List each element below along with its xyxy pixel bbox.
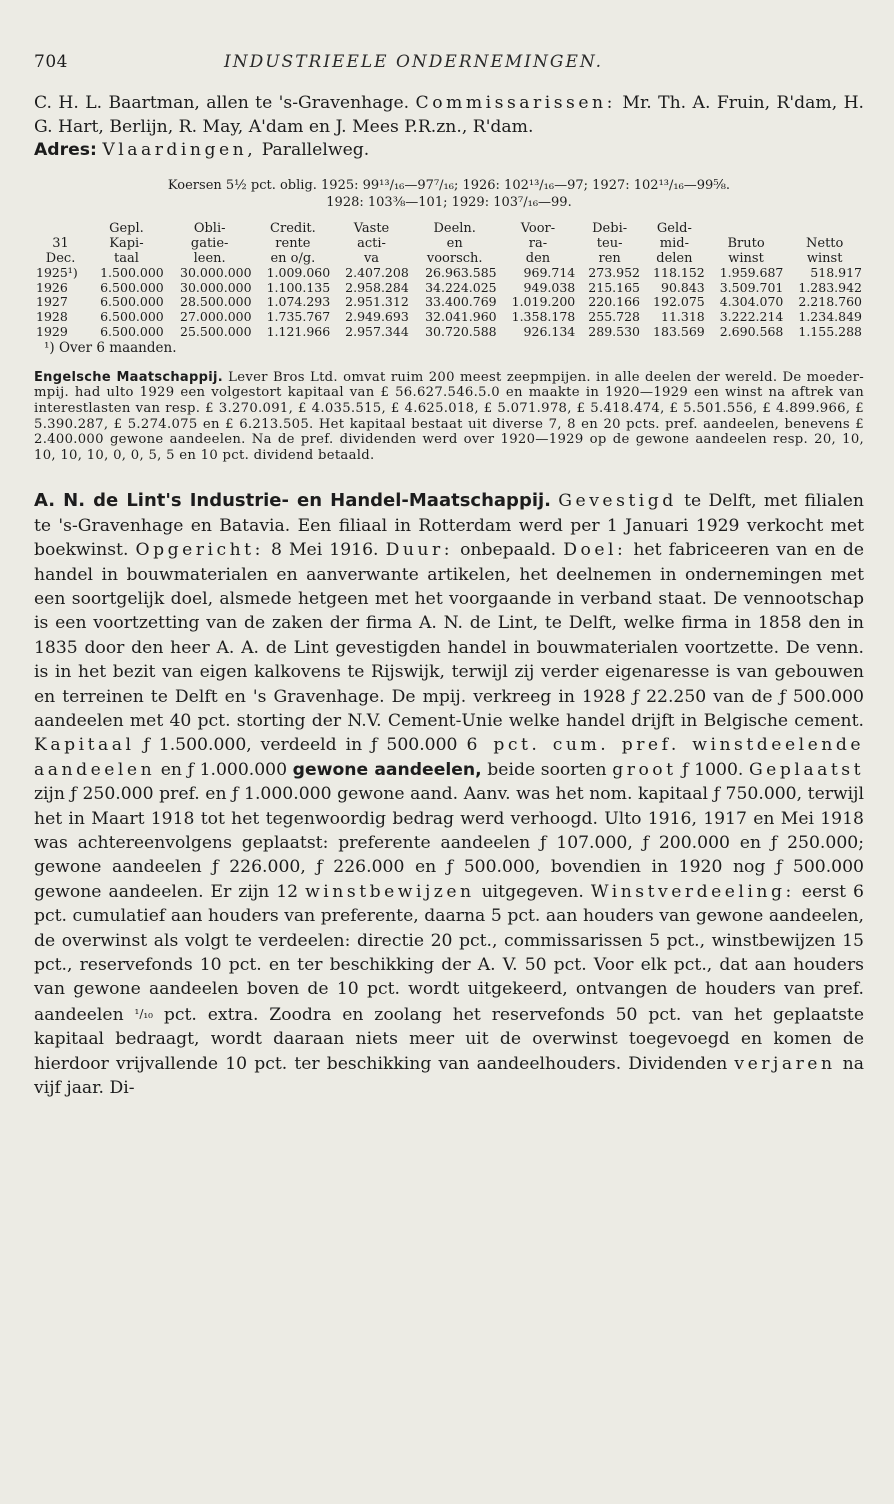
table-header-row xyxy=(34,221,864,236)
groot-label: groot xyxy=(612,759,677,780)
table-header-cell: den xyxy=(525,250,551,266)
table-cell: 949.038 xyxy=(523,279,576,295)
table-cell: 32.041.960 xyxy=(425,309,497,325)
table-cell: 1.019.200 xyxy=(511,294,576,310)
table-header-cell: Credit. xyxy=(270,220,316,236)
table-cell: 1.121.966 xyxy=(266,323,331,339)
table-cell: 1.959.687 xyxy=(719,264,784,280)
winstbewijzen-label: winstbewijzen xyxy=(305,881,475,902)
table-header-cell: Netto xyxy=(806,235,844,251)
table-cell: 220.166 xyxy=(588,294,640,310)
table-cell: 118.152 xyxy=(653,264,705,280)
table-header-cell: Voor- xyxy=(520,220,556,236)
table-header-cell: leen. xyxy=(193,250,226,266)
table-header-cell: acti- xyxy=(357,235,386,251)
lint-text-9: zijn ƒ 250.000 pref. en ƒ 1.000.000 gewone aand. Aanv. was het nom. kapitaal ƒ 750.000, terwijl het in Maart 1918 tot het tegenwoordig bedrag werd verhoogd. Ulto 1916, 1917 en Mei 1918 was achtereenvolgens geplaatst: preferente aandeelen ƒ 107.000, ƒ 200.000 en ƒ 250.000; gewone aandeelen ƒ 226.000, ƒ 226.000 en ƒ 500.000, bovendien in 1920 nog ƒ 500.000 gewone aandeelen. Er zijn 12 xyxy=(34,784,864,902)
adres-city: Vlaardingen, xyxy=(102,140,257,161)
table-cell: 2.407.208 xyxy=(345,264,409,280)
lint-text-3: onbepaald. xyxy=(460,540,557,561)
lint-text-12: pct. extra. Zoodra en zoolang het reservefonds 50 pct. van het geplaatste kapitaal bedraagt, wordt daaraan niets meer uit de overwinst toegevoegd en komen de hierdoor vrijvallende 10 pct. ter beschikking van aandeelhouders. Dividenden xyxy=(34,1004,865,1074)
table-cell: 518.917 xyxy=(810,264,862,280)
table-header-cell xyxy=(707,221,786,236)
table-cell: 1.100.135 xyxy=(266,279,331,295)
table-row xyxy=(34,281,864,296)
intro-text-2: Mr. Th. A. Fruin, R'dam, H. G. Hart, Berlijn, R. May, A'dam en J. Mees P.R.zn., R'dam. xyxy=(34,93,865,137)
adres-street: Parallelweg. xyxy=(261,140,370,161)
table-header-cell xyxy=(34,221,87,236)
table-cell: 2.949.693 xyxy=(345,309,409,325)
table-cell: 3.509.701 xyxy=(719,279,784,295)
table-cell: 273.952 xyxy=(588,264,640,280)
geplaatst-label: Geplaatst xyxy=(748,759,864,780)
kapitaal-label: Kapitaal xyxy=(34,735,135,756)
table-row xyxy=(34,295,864,310)
table-cell: 1.735.767 xyxy=(266,309,331,325)
table-cell: 926.134 xyxy=(523,323,576,339)
gewone-aandeelen-label: gewone aandeelen, xyxy=(292,759,482,780)
lint-text-10: uitgegeven. xyxy=(481,881,584,902)
table-header-cell: voorsch. xyxy=(426,250,483,266)
winstverdeeling-label: Winstverdeeling: xyxy=(590,881,795,902)
table-cell: 30.720.588 xyxy=(425,323,497,339)
table-header-cell: Deeln. xyxy=(433,220,476,236)
table-header-cell: va xyxy=(363,250,380,266)
intro-text-1: C. H. L. Baartman, allen te 's-Gravenhage. xyxy=(34,93,410,113)
table-cell: 11.318 xyxy=(661,309,705,325)
table-year-cell: 1926 xyxy=(36,279,68,295)
table-header-cell: ren xyxy=(598,250,621,266)
table-body xyxy=(34,266,864,340)
table-cell: 192.075 xyxy=(653,294,705,310)
table-cell: 30.000.000 xyxy=(180,264,252,280)
table-header-cell: taal xyxy=(113,250,139,266)
table-cell: 90.843 xyxy=(661,279,705,295)
table-header-cell: 31 xyxy=(52,235,69,251)
table-cell: 1.358.178 xyxy=(511,309,576,325)
table-header-cell: en xyxy=(446,235,463,251)
table-cell: 2.690.568 xyxy=(719,323,784,339)
table-cell: 2.951.312 xyxy=(345,294,409,310)
table-header-cell: Dec. xyxy=(45,250,76,266)
table-cell: 33.400.769 xyxy=(425,294,497,310)
lint-text-4: het fabriceeren van en de handel in bouwmaterialen en aanverwante artikelen, het deelnemen in ondernemingen met een soortgelijk doel, alsmede hetgeen met het voorgaande in verband staat. De vennootschap is een voortzetting van de zaken der firma A. N. de Lint, te Delft, welke firma in 1858 den in 1835 door den heer A. A. de Lint gevestigden handel in bouwmaterialen voortzette. De venn. is in het bezit van eigen kalkovens te Rijswijk, terwijl zij verder eigenaresse is van gebouwen en terreinen te Delft en 's Gravenhage. De mpij. verkreeg in 1928 ƒ 22.250 van de ƒ 500.000 aandeelen met 40 pct. storting der N.V. Cement-Unie welke handel drijft in Belgische cement. xyxy=(34,540,865,731)
table-cell: 6.500.000 xyxy=(100,294,164,310)
lint-text-1: te Delft, met filialen te 's-Gravenhage en Batavia. Een filiaal in Rotterdam werd per 1 Januari 1929 verkocht met boekwinst. xyxy=(34,491,865,561)
table-cell: 30.000.000 xyxy=(180,279,252,295)
table-header xyxy=(34,221,864,266)
commissarissen-label: Commissarissen: xyxy=(415,93,616,113)
table-header-cell: rente xyxy=(275,235,311,251)
engelsche-text: Lever Bros Ltd. omvat ruim 200 meest zeepmpijen. in alle deelen der wereld. De moeder-mpij. had ulto 1929 een volgestort kapitaal van £ 56.627.546.5.0 en maakte in 1920—1929 een winst na aftrek van interestlasten van resp. £ 3.270.091, £ 4.035.515, £ 4.625.018, £ 5.071.978, £ 5.418.474, £ 5.501.556, £ 4.899.966, £ 5.390.287, £ 5.274.075 en £ 6.213.505. Het kapitaal bestaat uit diverse 7, 8 en 20 pcts. pref. aandeelen, benevens £ 2.400.000 gewone aandeelen. Na de pref. dividenden werd over 1920—1929 op de gewone aandeelen resp. 20, 10, 10, 10, 10, 0, 0, 5, 5 en 10 pct. dividend betaald. xyxy=(34,369,864,463)
engelsche-label: Engelsche Maatschappij. xyxy=(34,369,223,385)
table-cell: 2.958.284 xyxy=(345,279,409,295)
lint-text-11: eerst 6 pct. cumulatief aan houders van preferente, daarna 5 pct. aan houders van gewone aandeelen, de overwinst als volgt te verdeelen: directie 20 pct., commissarissen 5 pct., winstbewijzen 15 pct., reservefonds 10 pct. en ter beschikking der A. V. 50 pct. Voor elk pct., dat aan houders van gewone aandeelen boven de 10 pct. wordt uitgekeerd, ontvangen de houders van pref. aandeelen xyxy=(34,881,864,1025)
table-header-cell: Gepl. xyxy=(109,220,144,236)
fraction-one-tenth: ¹/₁₀ xyxy=(134,1006,153,1021)
table-cell: 1.155.288 xyxy=(798,323,862,339)
table-header-cell: ra- xyxy=(528,235,548,251)
koersen-block xyxy=(34,177,864,211)
table-cell: 6.500.000 xyxy=(100,309,164,325)
table-header-cell: mid- xyxy=(659,235,689,251)
table-header-cell: delen xyxy=(656,250,693,266)
table-header-cell: winst xyxy=(728,250,764,266)
table-header-cell: gatie- xyxy=(190,235,229,251)
table-header-cell: Vaste xyxy=(353,220,390,236)
verjaren-label: verjaren xyxy=(734,1053,836,1074)
table-header-row xyxy=(34,251,864,266)
table-cell: 4.304.070 xyxy=(719,294,784,310)
adres-label: Adres: xyxy=(34,140,97,161)
table-header-cell: en o/g. xyxy=(270,250,316,266)
koersen-line-2: 1928: 103⅜—101; 1929: 103⁷/₁₆—99. xyxy=(326,194,572,210)
lint-text-6: en ƒ 1.000.000 xyxy=(160,759,288,780)
table-header-cell: Bruto xyxy=(727,235,765,251)
table-header-cell: Debi- xyxy=(592,220,628,236)
duur-label: Duur: xyxy=(385,540,453,561)
table-cell: 2.218.760 xyxy=(798,294,862,310)
table-row xyxy=(34,266,864,281)
table-cell: 26.963.585 xyxy=(425,264,497,280)
table-cell: 28.500.000 xyxy=(180,294,252,310)
table-cell: 255.728 xyxy=(588,309,640,325)
table-header-cell: teu- xyxy=(596,235,623,251)
running-title: INDUSTRIEELE ONDERNEMINGEN. xyxy=(224,52,604,72)
table-year-cell: 1929 xyxy=(36,323,68,339)
table-header-cell: Geld- xyxy=(656,220,692,236)
table-header-cell xyxy=(785,221,864,236)
table-cell: 2.957.344 xyxy=(345,323,409,339)
table-cell: 969.714 xyxy=(523,264,576,280)
cum-pref-label: 6 pct. cum. pref. winstdeelende aandeelen xyxy=(34,735,865,780)
table-row xyxy=(34,325,864,340)
lint-text-7: beide soorten xyxy=(487,759,607,780)
doel-label: Doel: xyxy=(563,540,627,561)
lint-title: A. N. de Lint's Industrie- en Handel-Maatschappij. xyxy=(34,490,552,512)
table-header-row xyxy=(34,236,864,251)
table-cell: 289.530 xyxy=(588,323,640,339)
intro-paragraph xyxy=(34,92,864,163)
table-cell: 215.165 xyxy=(588,279,640,295)
table-header-cell: winst xyxy=(806,250,843,266)
table-row xyxy=(34,310,864,325)
table-year-cell: 1927 xyxy=(36,294,68,310)
table-cell: 6.500.000 xyxy=(100,323,164,339)
table-cell: 183.569 xyxy=(653,323,705,339)
lint-text-di: Di- xyxy=(109,1078,135,1099)
engelsche-paragraph xyxy=(34,370,864,464)
table-header-cell: Obli- xyxy=(193,220,226,236)
table-cell: 1.234.849 xyxy=(798,309,862,325)
table-cell: 27.000.000 xyxy=(180,309,252,325)
table-header-cell: Kapi- xyxy=(109,235,144,251)
koersen-line-1: Koersen 5½ pct. oblig. 1925: 99¹³/₁₆—97⁷/₁₆; 1926: 102¹³/₁₆—97; 1927: 102¹³/₁₆—99⅝. xyxy=(167,177,731,193)
table-year-cell: 1928 xyxy=(36,309,68,325)
lint-paragraph xyxy=(34,489,864,1100)
table-cell: 6.500.000 xyxy=(100,279,164,295)
page-number: 704 xyxy=(34,52,68,72)
running-header xyxy=(34,52,864,92)
opgericht-label: Opgericht: xyxy=(135,540,264,561)
lint-text-8: ƒ 1000. xyxy=(682,759,744,780)
lint-text-2: 8 Mei 1916. xyxy=(270,540,379,561)
table-cell: 25.500.000 xyxy=(180,323,252,339)
financial-table xyxy=(34,221,864,340)
table-cell: 3.222.214 xyxy=(719,309,784,325)
table-cell: 34.224.025 xyxy=(425,279,497,295)
table-cell: 1.500.000 xyxy=(100,264,164,280)
lint-text-5: ƒ 1.500.000, verdeeld in ƒ 500.000 xyxy=(143,735,458,756)
table-cell: 1.074.293 xyxy=(266,294,331,310)
lint-text-13: na vijf jaar. xyxy=(34,1053,864,1099)
table-cell: 1.009.060 xyxy=(266,264,331,280)
table-footnote: ¹) Over 6 maanden. xyxy=(44,339,177,356)
gevestigd-label: Gevestigd xyxy=(558,491,677,512)
table-cell: 1.283.942 xyxy=(798,279,862,295)
table-year-cell: 1925¹) xyxy=(36,264,78,280)
